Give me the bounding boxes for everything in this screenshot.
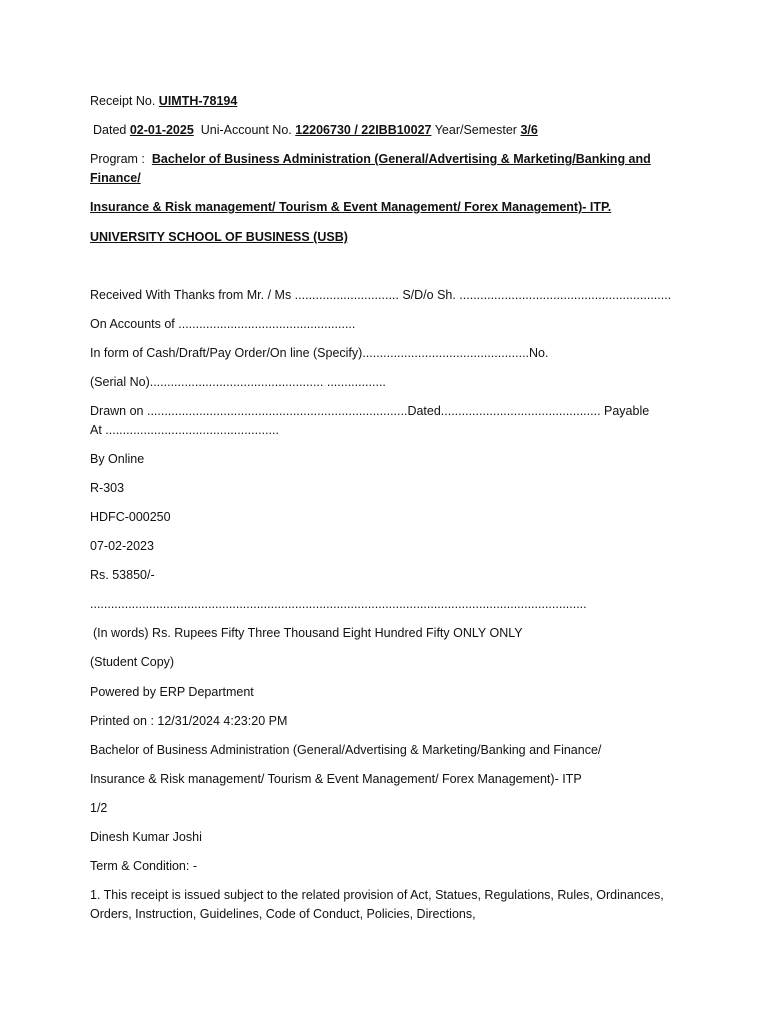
- program-label: Program :: [90, 152, 145, 166]
- received-from-line: Received With Thanks from Mr. / Ms .............................. S/D/o Sh. .............................................................: [90, 288, 672, 302]
- program-name-line2: Insurance & Risk management/ Tourism & Event Management/ Forex Management)- ITP.: [90, 200, 612, 214]
- program-name-line1: Bachelor of Business Administration (General/Advertising & Marketing/Banking and Finance/: [90, 152, 651, 185]
- account-label: Uni-Account No.: [200, 123, 292, 137]
- semester-label: Year/Semester: [434, 123, 517, 137]
- bank-reference: HDFC-000250: [90, 510, 171, 524]
- receipt-number: UIMTH-78194: [158, 94, 238, 108]
- account-value: 12206730 / 22IBB10027: [295, 123, 432, 137]
- dated-value: 02-01-2025: [129, 123, 194, 137]
- signatory-name: Dinesh Kumar Joshi: [90, 830, 202, 844]
- payment-mode: By Online: [90, 452, 145, 466]
- footer-program-line1: Bachelor of Business Administration (General/Advertising & Marketing/Banking and Finance/: [90, 743, 602, 757]
- dotted-separator: ...............................................................................................................................................: [90, 597, 587, 611]
- school-name: UNIVERSITY SCHOOL OF BUSINESS (USB): [90, 230, 348, 244]
- terms-heading: Term & Condition: -: [90, 859, 197, 873]
- program-row: [90, 150, 675, 188]
- receipt-number-row: [90, 92, 237, 111]
- semester-value: 3/6: [520, 123, 538, 137]
- dated-row: [93, 121, 538, 140]
- page-number: 1/2: [90, 801, 108, 815]
- drawn-on-line: Drawn on ...........................................................................Dated.............................................. Payable At ..................................................: [90, 404, 650, 437]
- term-1: 1. This receipt is issued subject to the related provision of Act, Statues, Regulations, Rules, Ordinances, Orders, Instruction, Guidelines, Code of Conduct, Policies, Directions,: [90, 888, 664, 921]
- on-accounts-line: On Accounts of ...................................................: [90, 317, 356, 331]
- payment-date: 07-02-2023: [90, 539, 154, 553]
- amount-in-words: (In words) Rs. Rupees Fifty Three Thousand Eight Hundred Fifty ONLY ONLY: [93, 626, 523, 640]
- powered-by: Powered by ERP Department: [90, 685, 254, 699]
- dated-label: Dated: [93, 123, 127, 137]
- payment-reference: R-303: [90, 481, 125, 495]
- receipt-label: Receipt No.: [90, 94, 156, 108]
- payment-form-line: In form of Cash/Draft/Pay Order/On line (Specify)................................................No.: [90, 346, 549, 360]
- payment-amount: Rs. 53850/-: [90, 568, 155, 582]
- footer-program-line2: Insurance & Risk management/ Tourism & Event Management/ Forex Management)- ITP: [90, 772, 582, 786]
- copy-type: (Student Copy): [90, 655, 175, 669]
- printed-on: Printed on : 12/31/2024 4:23:20 PM: [90, 714, 288, 728]
- serial-number-line: (Serial No).................................................. .................: [90, 375, 386, 389]
